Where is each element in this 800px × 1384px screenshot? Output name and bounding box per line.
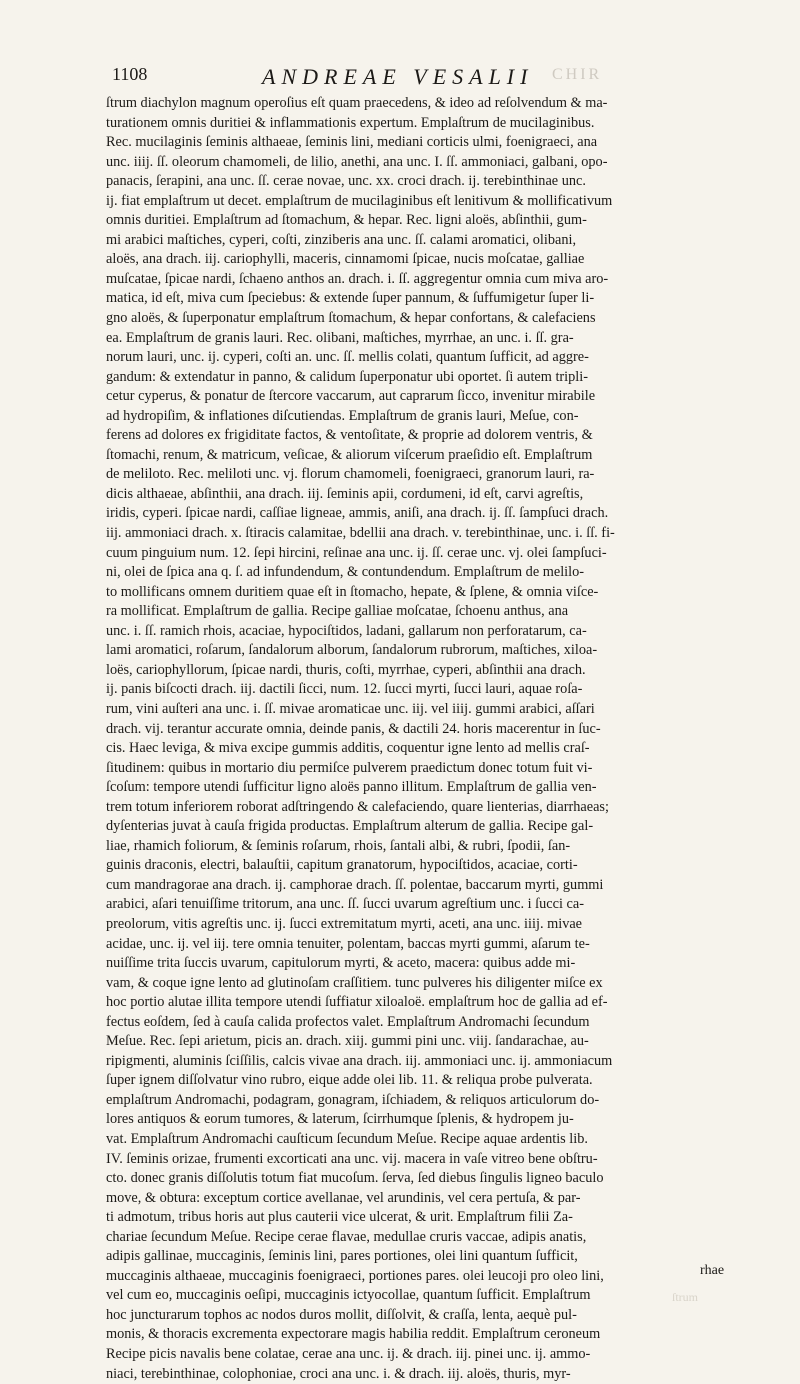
- text-line: cuum pinguium num. 12. ſepi hircini, reſinae ana unc. ij. ſſ. cerae unc. vj. olei ſampſuci-: [106, 544, 607, 561]
- folio-number: 1108: [112, 64, 148, 84]
- text-line: mi arabici maſtiches, cyperi, coſti, zinziberis ana unc. ſſ. calami aromatici, olibani,: [106, 231, 577, 248]
- text-line: drach. vij. terantur accurate omnia, deinde panis, & dactili 24. horis macerentur in ſuc-: [106, 720, 601, 737]
- text-line: cetur cyperus, & ponatur de ſtercore vaccarum, aut caprarum ſicco, invenitur mirabile: [106, 388, 596, 405]
- text-line: niaci, terebinthinae, colophoniae, croci ana unc. i. & drach. iij. aloës, thuris, myr-: [106, 1365, 571, 1382]
- text-line: Meſue. Rec. ſepi arietum, picis an. drach. xiij. gummi pini unc. viij. ſandarachae, au-: [106, 1033, 589, 1050]
- text-line: ij. fiat emplaſtrum ut decet. emplaſtrum de mucilaginibus eſt lenitivum & mollificativum: [106, 192, 613, 209]
- text-line: guinis draconis, electri, balauſtii, capitum granatorum, hypociſtidos, acaciae, corti-: [106, 857, 578, 874]
- text-line: acidae, unc. ij. vel iij. tere omnia tenuiter, polentam, baccas myrti gummi, aſarum te-: [106, 935, 590, 952]
- text-line: to mollificans omnem duritiem quae eſt in ſtomacho, hepate, & ſplene, & omnia viſce-: [106, 583, 599, 600]
- text-line: IV. ſeminis orizae, frumenti excorticati ana unc. vij. macera in vaſe vitreo bene obſtru-: [106, 1150, 598, 1167]
- text-line: emplaſtrum Andromachi, podagram, gonagram, iſchiadem, & reliquos articulorum do-: [106, 1091, 600, 1108]
- bleed-through-text: CHIR: [552, 66, 603, 83]
- text-line: preolorum, vitis agreſtis unc. ij. ſucci extremitatum myrti, aceti, ana unc. iiij. mivae: [106, 915, 583, 932]
- text-line: ſuper ignem diſſolvatur vino rubro, eique adde olei lib. 11. & reliqua probe pulverata.: [106, 1072, 593, 1089]
- text-line: vat. Emplaſtrum Andromachi cauſticum ſecundum Meſue. Recipe aquae ardentis lib.: [106, 1130, 588, 1147]
- running-head: ANDREAE VESALII: [262, 64, 534, 89]
- text-line: dyſenterias juvat à cauſa frigida productas. Emplaſtrum alterum de gallia. Recipe gal-: [106, 818, 594, 835]
- text-line: Rec. mucilaginis ſeminis althaeae, ſeminis lini, mediani corticis ulmi, foenigraeci, ana: [106, 134, 598, 151]
- text-line: matica, id eſt, miva cum ſpeciebus: & extende ſuper pannum, & ſuffumigetur ſuper li-: [106, 290, 595, 307]
- text-line: unc. i. ſſ. ramich rhois, acaciae, hypociſtidos, ladani, gallarum non perforatarum, ca-: [106, 622, 587, 639]
- text-line: vam, & coque igne lento ad glutinoſam craſſitiem. tunc pulveres his diligenter miſce ex: [106, 974, 603, 991]
- text-line: lami aromatici, roſarum, ſandalorum alborum, ſandalorum rubrorum, maſtiches, xiloa-: [106, 642, 598, 659]
- text-line: ſtomachi, renum, & matricum, veſicae, & aliorum viſcerum praeſidio eſt. Emplaſtrum: [106, 446, 593, 463]
- text-line: nuiſſime trita ſuccis uvarum, capitulorum myrti, & aceto, macera: quibus adde mi-: [106, 955, 576, 972]
- text-line: cto. donec granis diſſolutis totum fiat mucoſum. ſerva, ſed diebus ſingulis ligneo baculo: [106, 1170, 604, 1187]
- text-line: gno aloës, & ſuperponatur emplaſtrum ſtomachum, & hepar confortans, & calefaciens: [106, 310, 596, 327]
- text-line: panacis, ſerapini, ana unc. ſſ. cerae novae, unc. xx. croci drach. ij. terebinthinae unc.: [106, 173, 586, 190]
- text-line: cis. Haec leviga, & miva excipe gummis additis, coquentur igne lento ad mellis craſ-: [106, 740, 590, 757]
- text-line: omnis duritiei. Emplaſtrum ad ſtomachum, & hepar. Rec. ligni aloës, abſinthii, gum-: [106, 212, 587, 229]
- text-line: aloës, ana drach. iij. cariophylli, maceris, cinnamomi ſpicae, nucis moſcatae, galliae: [106, 251, 585, 268]
- text-line: adipis gallinae, muccaginis, ſeminis lini, pares portiones, olei lini quantum ſufficit,: [106, 1248, 578, 1265]
- text-line: arabici, aſari tenuiſſime tritorum, ana unc. ſſ. ſucci uvarum agreſtium unc. i ſucci ca-: [106, 896, 584, 913]
- text-line: cum mandragorae ana drach. ij. camphorae drach. ſſ. polentae, baccarum myrti, gummi: [106, 876, 604, 893]
- text-line: vel cum eo, muccaginis oeſipi, muccaginis ictyocollae, quantum ſufficit. Emplaſtrum: [106, 1287, 591, 1304]
- text-line: ripigmenti, aluminis ſciſſilis, calcis vivae ana drach. iij. ammoniaci unc. ij. ammoniacum: [106, 1052, 613, 1069]
- text-line: muſcatae, ſpicae nardi, ſchaeno anthos an. drach. i. ſſ. aggregentur omnia cum miva aro-: [106, 270, 609, 287]
- text-line: rum, vini auſteri ana unc. i. ſſ. mivae aromaticae unc. iij. vel iiij. gummi arabici, aſſari: [106, 700, 595, 717]
- text-line: de meliloto. Rec. meliloti unc. vj. florum chamomeli, foenigraeci, granorum lauri, ra-: [106, 466, 595, 483]
- text-line: ſcoſum: tempore utendi ſufficitur ligno aloës panno illitum. Emplaſtrum de gallia ven-: [106, 779, 597, 796]
- text-line: ra mollificat. Emplaſtrum de gallia. Recipe galliae moſcatae, ſchoenu anthus, ana: [106, 603, 569, 620]
- text-line: ea. Emplaſtrum de granis lauri. Rec. olibani, maſtiches, myrrhae, an unc. i. ſſ. gra-: [106, 329, 574, 346]
- body-text: [106, 94, 746, 1384]
- text-line: ni, olei de ſpica ana q. ſ. ad infundendum, & contundendum. Emplaſtrum de melilo-: [106, 564, 585, 581]
- text-line: turationem omnis duritiei & inflammationis expertum. Emplaſtrum de mucilaginibus.: [106, 114, 595, 131]
- text-line: ti admotum, tribus horis aut plus cauterii vice ulcerat, & urit. Emplaſtrum filii Za-: [106, 1209, 573, 1226]
- text-line: hoc juncturarum tophos ac nodos duros mollit, diſſolvit, & craſſa, lenta, aequè pul-: [106, 1306, 577, 1323]
- text-line: iij. ammoniaci drach. x. ſtiracis calamitae, bdellii ana drach. v. terebinthinae, unc. i. ſſ. fi-: [106, 525, 615, 542]
- text-line: ſitudinem: quibus in mortario diu permiſce pulverem praedictum donec totum fuit vi-: [106, 759, 593, 776]
- text-line: move, & obtura: exceptum cortice avellanae, vel arundinis, vel cera pertuſa, & par-: [106, 1189, 581, 1206]
- text-line: fectus eoſdem, ſed à cauſa calida profectos valet. Emplaſtrum Andromachi ſecundum: [106, 1013, 590, 1030]
- text-line: ij. panis biſcocti drach. iij. dactili ſicci, num. 12. ſucci myrti, ſucci lauri, aquae roſa-: [106, 681, 583, 698]
- text-line: lores antiquos & eorum tumores, & laterum, ſcirrhumque ſplenis, & hydropem ju-: [106, 1111, 574, 1128]
- text-line: ad hydropiſim, & inflationes diſcutiendas. Emplaſtrum de granis lauri, Meſue, con-: [106, 407, 579, 424]
- text-line: chariae ſecundum Meſue. Recipe cerae flavae, medullae cruris vaccae, adipis anatis,: [106, 1228, 587, 1245]
- text-line: norum lauri, unc. ij. cyperi, coſti an. unc. ſſ. mellis colati, quantum ſufficit, ad aggre-: [106, 349, 589, 366]
- text-line: trem totum inferiorem roborat adſtringendo & calefaciendo, quare lienterias, diarrhaeas;: [106, 798, 609, 815]
- text-line: ſtrum diachylon magnum operoſius eſt quam praecedens, & ideo ad reſolvendum & ma-: [106, 95, 608, 111]
- text-line: unc. iiij. ſſ. oleorum chamomeli, de lilio, anethi, ana unc. I. ſſ. ammoniaci, galbani, opo-: [106, 153, 608, 170]
- text-line: muccaginis althaeae, muccaginis foenigraeci, portiones pares. olei leucoji pro oleo lini,: [106, 1267, 604, 1284]
- text-line: monis, & thoracis excrementa expectorare magis habilia reddit. Emplaſtrum ceroneum: [106, 1326, 601, 1343]
- text-line: liae, rhamich foliorum, & ſeminis roſarum, rhois, ſantali albi, & rubri, ſpodii, ſan-: [106, 837, 571, 854]
- page-header: [112, 64, 752, 90]
- text-line: ferens ad dolores ex frigiditate factos, & ventoſitate, & proprie ad dolorem ventris, &: [106, 427, 593, 444]
- text-line: loës, cariophyllorum, ſpicae nardi, thuris, coſti, myrrhae, cyperi, abſinthii ana drach.: [106, 661, 586, 678]
- text-line: dicis althaeae, abſinthii, ana drach. iij. ſeminis apii, cordumeni, id eſt, carvi agreſtis,: [106, 485, 584, 502]
- catchword: rhae: [700, 1263, 725, 1278]
- text-line: Recipe picis navalis bene colatae, cerae ana unc. ij. & drach. iij. pinei unc. ij. ammo-: [106, 1346, 591, 1362]
- faint-bleed-text: ſtrum: [672, 1290, 698, 1304]
- text-line: hoc portio alutae illita tempore utendi ſuffiatur xiloaloë. emplaſtrum hoc de gallia ad ef-: [106, 994, 608, 1011]
- text-line: iridis, cyperi. ſpicae nardi, caſſiae ligneae, ammis, aniſi, ana drach. ij. ſſ. ſampſuci drach.: [106, 505, 609, 522]
- text-line: gandum: & extendatur in panno, & calidum ſuperponatur ubi oportet. ſi autem tripli-: [106, 368, 589, 385]
